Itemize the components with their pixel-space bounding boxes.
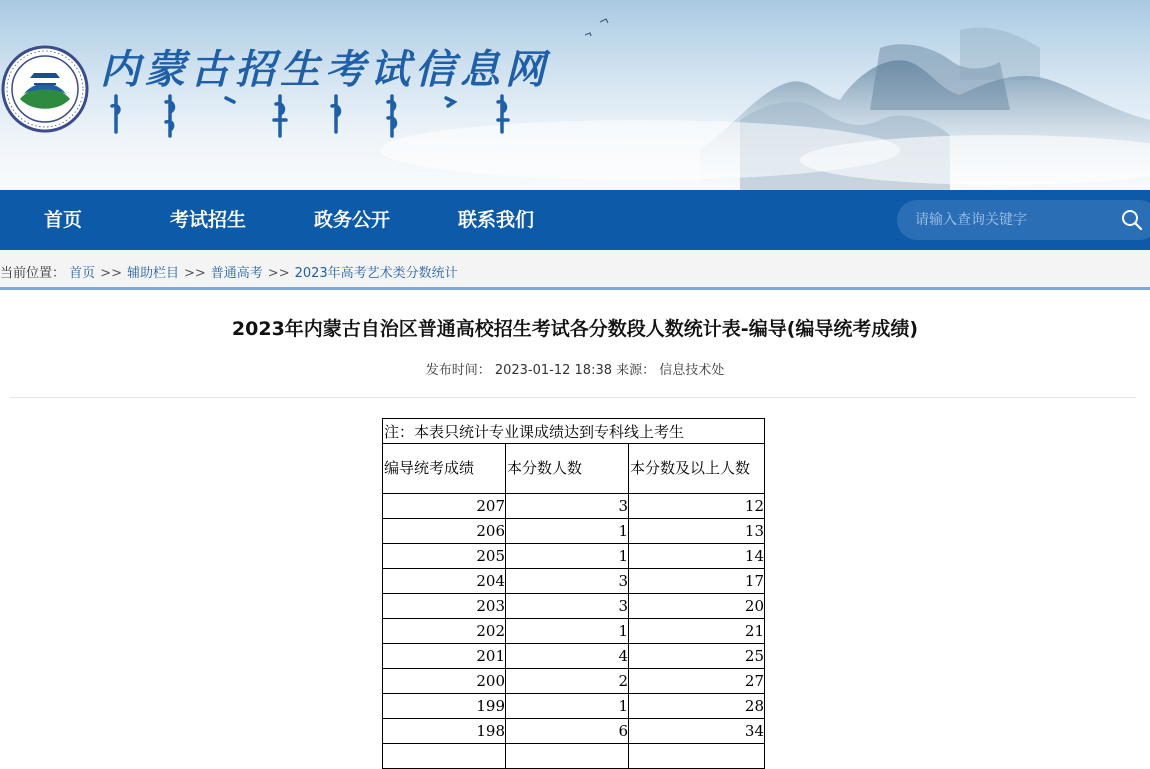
column-header-score: 编导统考成绩: [383, 444, 506, 494]
breadcrumb-bar: [0, 250, 1150, 290]
cumulative-cell: 20: [629, 594, 765, 619]
breadcrumb-auxiliary[interactable]: 辅助栏目: [126, 266, 179, 281]
count-cell: 2: [506, 669, 629, 694]
publish-time: 2023-01-12 18:38: [494, 363, 612, 378]
score-cell: 203: [383, 594, 506, 619]
count-cell: 3: [506, 594, 629, 619]
score-cell: 204: [383, 569, 506, 594]
table-row: [383, 744, 765, 769]
count-cell: 1: [506, 519, 629, 544]
table-row: [383, 569, 765, 594]
breadcrumb-prefix: 当前位置：: [0, 266, 66, 281]
article-title: 2023年内蒙古自治区普通高校招生考试各分数段人数统计表-编导(编导统考成绩): [231, 318, 919, 340]
nav-item-contact-us[interactable]: 联系我们: [458, 209, 535, 231]
breadcrumb: [0, 262, 458, 281]
count-cell: 3: [506, 569, 629, 594]
table-row: [383, 694, 765, 719]
table-row: [383, 669, 765, 694]
cumulative-cell: 34: [629, 719, 765, 744]
divider: [10, 397, 1136, 398]
breadcrumb-home[interactable]: 首页: [69, 266, 96, 281]
cumulative-cell: 13: [629, 519, 765, 544]
search-input[interactable]: [915, 200, 1115, 240]
table-row: [383, 544, 765, 569]
count-cell: 6: [506, 719, 629, 744]
nav-item-home[interactable]: 首页: [44, 209, 83, 231]
table-row: [383, 719, 765, 744]
source-value: 信息技术处: [659, 363, 725, 378]
exam-authority-seal-icon: [0, 44, 90, 134]
cumulative-cell: 28: [629, 694, 765, 719]
cumulative-cell: 12: [629, 494, 765, 519]
score-cell: 206: [383, 519, 506, 544]
column-header-cumulative: 本分数及以上人数: [629, 444, 765, 494]
site-title: 内蒙古招生考试信息网: [100, 46, 550, 93]
count-cell: 3: [506, 494, 629, 519]
count-cell: 1: [506, 694, 629, 719]
count-cell: 4: [506, 644, 629, 669]
count-cell: [506, 744, 629, 769]
table-row: [383, 644, 765, 669]
score-table: [382, 418, 765, 769]
cumulative-cell: 21: [629, 619, 765, 644]
cumulative-cell: 27: [629, 669, 765, 694]
cumulative-cell: 17: [629, 569, 765, 594]
header-banner: [0, 0, 1150, 190]
score-cell: 205: [383, 544, 506, 569]
score-cell: 199: [383, 694, 506, 719]
score-cell: 207: [383, 494, 506, 519]
column-header-count: 本分数人数: [506, 444, 629, 494]
score-cell: 201: [383, 644, 506, 669]
table-row: [383, 494, 765, 519]
nav-item-exam-admission[interactable]: 考试招生: [170, 209, 247, 231]
score-cell: 198: [383, 719, 506, 744]
search-icon[interactable]: [1121, 209, 1143, 231]
breadcrumb-separator: >>: [183, 266, 206, 281]
publish-label: 发布时间：: [425, 363, 491, 378]
table-row: [383, 594, 765, 619]
article-meta: [0, 359, 1150, 378]
score-cell: [383, 744, 506, 769]
cumulative-cell: 25: [629, 644, 765, 669]
table-note: 注：本表只统计专业课成绩达到专科线上考生: [383, 419, 765, 444]
score-cell: 202: [383, 619, 506, 644]
breadcrumb-separator: >>: [100, 266, 122, 281]
breadcrumb-separator: >>: [267, 266, 290, 281]
mongolian-script-title: [108, 92, 528, 142]
count-cell: 1: [506, 619, 629, 644]
table-row: [383, 619, 765, 644]
cumulative-cell: [629, 744, 765, 769]
source-label: 来源：: [616, 363, 656, 378]
breadcrumb-current[interactable]: 2023年高考艺术类分数统计: [294, 266, 458, 281]
table-row: [383, 519, 765, 544]
breadcrumb-general-exam[interactable]: 普通高考: [210, 266, 263, 281]
count-cell: 1: [506, 544, 629, 569]
score-cell: 200: [383, 669, 506, 694]
search-box: [897, 200, 1150, 240]
nav-item-government-affairs[interactable]: 政务公开: [314, 209, 391, 231]
cumulative-cell: 14: [629, 544, 765, 569]
